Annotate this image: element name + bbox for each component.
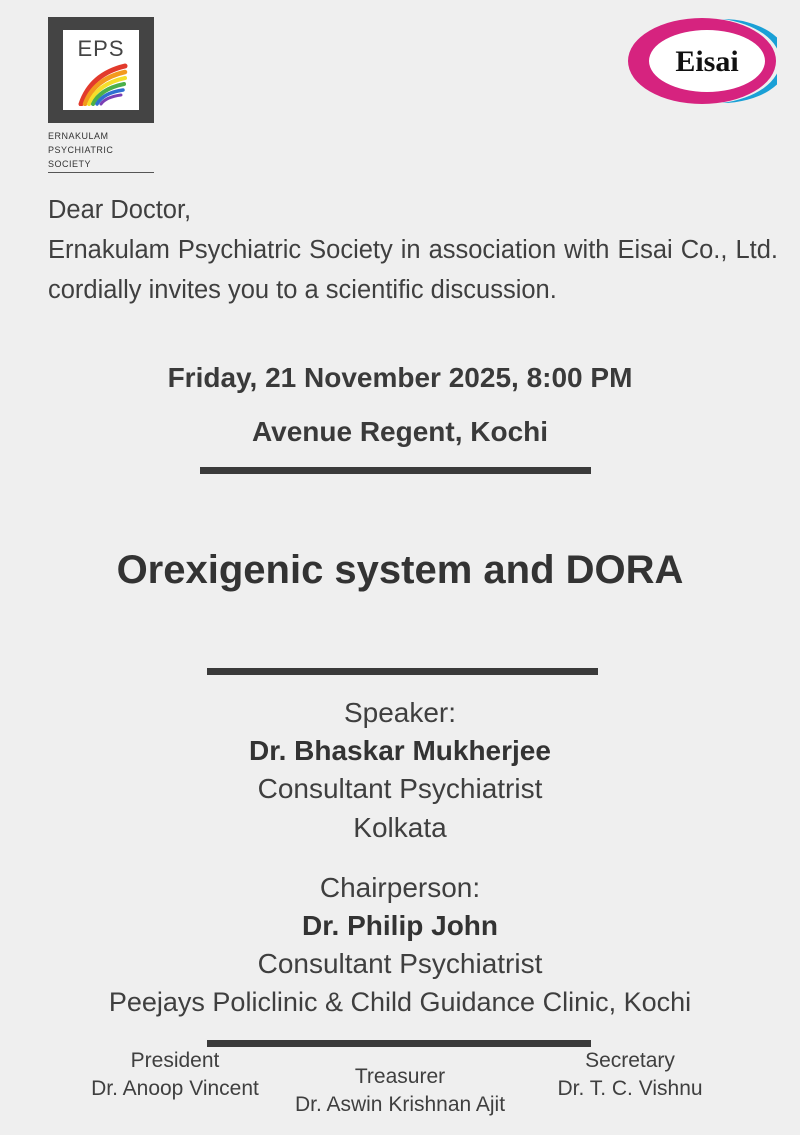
speaker-place: Kolkata <box>353 812 447 843</box>
chairperson-place: Peejays Policlinic & Child Guidance Clinic, Kochi <box>108 987 692 1017</box>
invitation-letter <box>48 190 778 310</box>
divider <box>200 467 591 474</box>
salutation: Dear Doctor, <box>48 196 192 224</box>
speaker-name: Dr. Bhaskar Mukherjee <box>249 735 551 766</box>
svg-text:Eisai: Eisai <box>675 45 739 78</box>
office-role: Treasurer <box>354 1065 446 1088</box>
talk-title: Orexigenic system and DORA <box>116 548 684 592</box>
office-name: Dr. Anoop Vincent <box>91 1077 259 1100</box>
eps-logo-letters: EPS <box>77 36 125 61</box>
event-venue: Avenue Regent, Kochi <box>251 416 549 447</box>
chairperson-name: Dr. Philip John <box>301 910 498 941</box>
office-role: President <box>130 1049 220 1072</box>
office-bearer-treasurer <box>280 1063 520 1119</box>
divider <box>207 668 598 675</box>
eps-logo <box>48 17 154 173</box>
office-role: Secretary <box>585 1049 675 1072</box>
speaker-label: Speaker: <box>343 697 457 728</box>
speaker-designation: Consultant Psychiatrist <box>257 773 543 804</box>
office-bearer-president <box>70 1047 280 1103</box>
office-name: Dr. Aswin Krishnan Ajit <box>294 1093 506 1116</box>
rainbow-brush-icon <box>73 60 131 106</box>
office-bearer-secretary <box>530 1047 730 1103</box>
divider <box>207 1040 591 1047</box>
invitation-text: Ernakulam Psychiatric Society in association with Eisai Co., Ltd. cordially invites you to a scientific discussion. <box>48 236 778 304</box>
eps-logo-frame <box>48 17 154 123</box>
chairperson-label: Chairperson: <box>319 872 481 903</box>
office-name: Dr. T. C. Vishnu <box>557 1077 703 1100</box>
eps-logo-name: ernakulam psychiatric society <box>48 127 114 170</box>
chairperson-designation: Consultant Psychiatrist <box>257 948 543 979</box>
eisai-logo <box>627 17 777 105</box>
event-datetime: Friday, 21 November 2025, 8:00 PM <box>167 362 633 393</box>
